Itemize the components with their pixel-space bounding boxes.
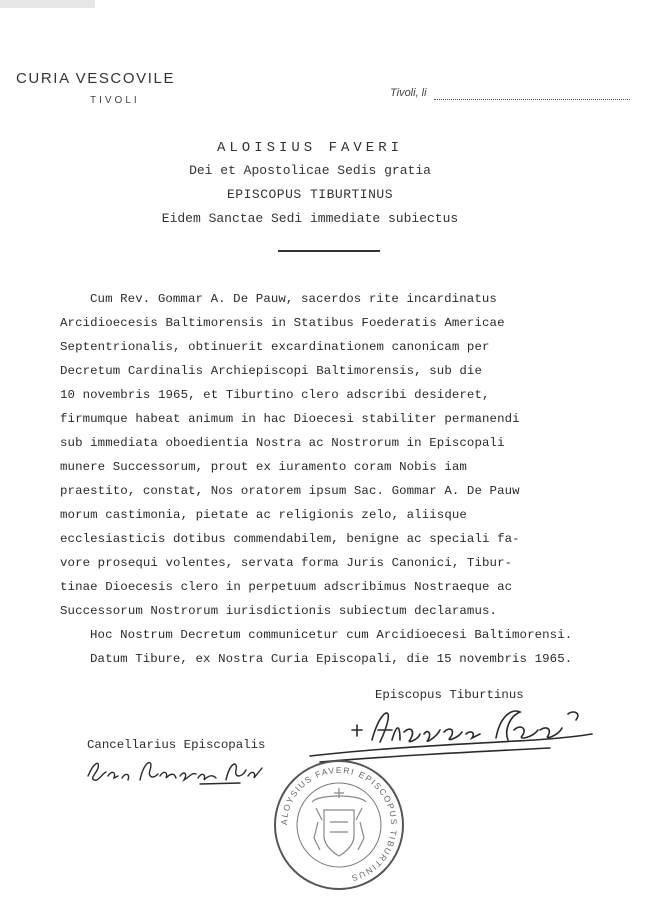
body-line: Datum Tibure, ex Nostra Curia Episcopali, die 15 novembris 1965. [90, 652, 573, 666]
seal-coat-of-arms [312, 788, 366, 856]
body-line: Decretum Cardinalis Archiepiscopi Baltimorensis, sub die [60, 364, 482, 378]
heading-line-2: Dei et Apostolicae Sedis gratia [189, 163, 431, 178]
date-dotted-line [434, 99, 630, 100]
body-line: ecclesiasticis dotibus commendabilem, benigne ac speciali fa- [60, 532, 520, 546]
chancellor-title: Cancellarius Episcopalis [87, 738, 266, 752]
seal-text: ALOYSIUS FAVERI EPISCOPUS TIBURTINUS [278, 764, 400, 884]
body-line: firmumque habeat animum in hac Dioecesi stabiliter permanendi [60, 412, 520, 426]
body-line: vore prosequi volentes, servata forma Juris Canonici, Tibur- [60, 556, 513, 570]
bishop-name: ALOISIUS FAVERI [216, 140, 404, 156]
body-line: morum castimonia, pietate ac religionis zelo, aliisque [60, 508, 467, 522]
body-line: tinae Dioecesis clero in perpetuum adscribimus Nostraeque ac [60, 580, 513, 594]
body-line: munere Successorum, prout ex iuramento coram Nobis iam [60, 460, 467, 474]
scan-edge [0, 0, 95, 8]
bishop-title: Episcopus Tiburtinus [375, 688, 524, 702]
heading-line-3: EPISCOPUS TIBURTINUS [226, 187, 394, 202]
body-line: Septentrionalis, obtinuerit excardinationem canonicam per [60, 340, 490, 354]
chancellor-signature [80, 752, 270, 788]
body-line: praestito, constat, Nos oratorem ipsum Sac. Gommar A. De Pauw [60, 484, 520, 498]
body-line: Cum Rev. Gommar A. De Pauw, sacerdos rite incardinatus [90, 292, 497, 306]
body-line: 10 novembris 1965, et Tiburtino clero adscribi desideret, [60, 388, 490, 402]
body-line: Successorum Nostrorum iurisdictionis subiectum declaramus. [60, 604, 498, 618]
body-line: Hoc Nostrum Decretum communicetur cum Arcidioecesi Baltimorensi. [90, 628, 573, 642]
letterhead-city: TIVOLI [90, 95, 140, 106]
heading-rule [278, 250, 380, 252]
body-line: Arcidioecesis Baltimorensis in Statibus Foederatis Americae [60, 316, 505, 330]
date-label: Tivoli, li [390, 87, 427, 99]
heading-line-4: Eidem Sanctae Sedi immediate subiectus [161, 211, 459, 226]
episcopal-seal [272, 758, 406, 892]
body-line: sub immediata oboedientia Nostra ac Nostrorum in Episcopali [60, 436, 505, 450]
letterhead-institution: CURIA VESCOVILE [16, 70, 176, 87]
